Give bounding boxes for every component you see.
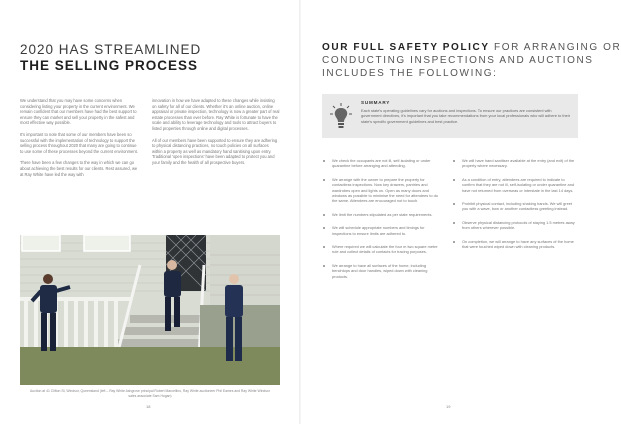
body-paragraph: It's important to note that some of our members have been so successful with the implementation of technology to support the selling process throughout 2020 that many are going to continue to use some of these processes beyond the current environment. <box>20 131 138 154</box>
auction-photo <box>20 235 280 385</box>
safety-list-column-1 <box>322 158 444 287</box>
right-title-line1 <box>322 42 621 53</box>
list-item: Where required we will calculate the four m two square metre rule and collect details of contacts for tracing purposes. <box>322 244 444 255</box>
body-paragraph: We understand that you may have some concerns when considering listing your property in the current environment. We remain confident that our members have had the best support to ensure they can market and sell your property in the safest and most effective way possible. <box>20 98 137 126</box>
lightbulb-icon <box>330 102 352 130</box>
list-item: We will have hand sanitiser available at the entry (and exit) of the property where necessary. <box>452 158 576 169</box>
photo-caption: Auction at 41 Clifton St, Windsor, Queensland (left – Ray White Ashgrove principal Robert Marcellino, Ray White auctioneer Phil Eames and Ray White Windsor sales associate Sam Hogan) <box>30 389 270 398</box>
right-title-line2: CONDUCTING INSPECTIONS AND AUCTIONS <box>322 55 594 66</box>
page-gutter <box>299 0 301 424</box>
right-title-bold: OUR FULL SAFETY POLICY <box>322 42 490 53</box>
left-body-column-1 <box>20 98 140 183</box>
left-title-line2: THE SELLING PROCESS <box>20 58 199 73</box>
safety-list-column-2 <box>452 158 576 257</box>
right-title-line3: INCLUDES THE FOLLOWING: <box>322 68 498 79</box>
summary-text: Each state's operating guidelines vary for auctions and inspections. To ensure our practices are consistent with government directives, it's important that you take recommendations from your local professionals who will adhere to their state's specific government guidelines and best practice. <box>361 108 570 124</box>
list-item: On completion, we will arrange to have any surfaces of the home that were touched wiped down with cleaning products. <box>452 239 576 250</box>
left-title-line1: 2020 HAS STREAMLINED <box>20 42 202 57</box>
list-item: Prohibit physical contact, including shaking hands. We will greet you with a wave, bow or another contactless greeting instead. <box>452 201 576 212</box>
left-body-column-2 <box>152 98 280 172</box>
list-item: We arrange to have all surfaces of the home, including benchtops and door handles, wiped down with cleaning products. <box>322 263 444 279</box>
list-item: We limit the numbers stipulated as per state requirements. <box>322 212 444 217</box>
right-title-rest: FOR ARRANGING OR <box>489 42 621 53</box>
list-item: We check the occupants are not ill, self-isolating or under quarantine before arranging and attending. <box>322 158 444 169</box>
body-paragraph: innovation in how we have adapted to these changes while insisting on safety for all of our clients. Whether it's an online auction, online appraisal or private inspection, technology is now a greater part of real estate processes than ever before. Ray White is fortunate to have the scale and ability to leverage technology and tools to attract buyers to listed properties through online and digital processes. <box>152 98 280 131</box>
summary-heading: SUMMARY <box>361 100 391 105</box>
page-number-right: 19 <box>446 404 451 409</box>
list-item: We will schedule appropriate numbers and timings for inspections to ensure limits are adhered to. <box>322 225 444 236</box>
list-item: As a condition of entry, attendees are required to indicate to confirm that they are not ill, self-isolating or under quarantine and have not returned from overseas or interstate in the last 14 days. <box>452 177 576 193</box>
body-paragraph: All of our members have been supported to ensure they are adhering to physical distancing practices, no touch policies on all surfaces within a property as well as mandatory hand sanitising upon entry. Traditional 'open inspections' have been adapted to protect you and your family and the health of all prospective buyers. <box>152 137 278 165</box>
list-item: Observe physical distancing protocols of staying 1.5 metres away from others wherever possible. <box>452 220 576 231</box>
body-paragraph: There have been a few changes to the way in which we can go about achieving the best results for our clients. Rest assured, we at Ray White have led the way with <box>20 160 138 177</box>
page-number-left: 18 <box>146 404 151 409</box>
list-item: We arrange with the owner to prepare the property for contactless inspections. Now key drawers, pantries and wardrobes open and lights on. Open as many doors and windows as possible to minimise the need for attendees to do the same. Attendees are encouraged not to touch. <box>322 177 444 204</box>
summary-box <box>322 94 578 138</box>
